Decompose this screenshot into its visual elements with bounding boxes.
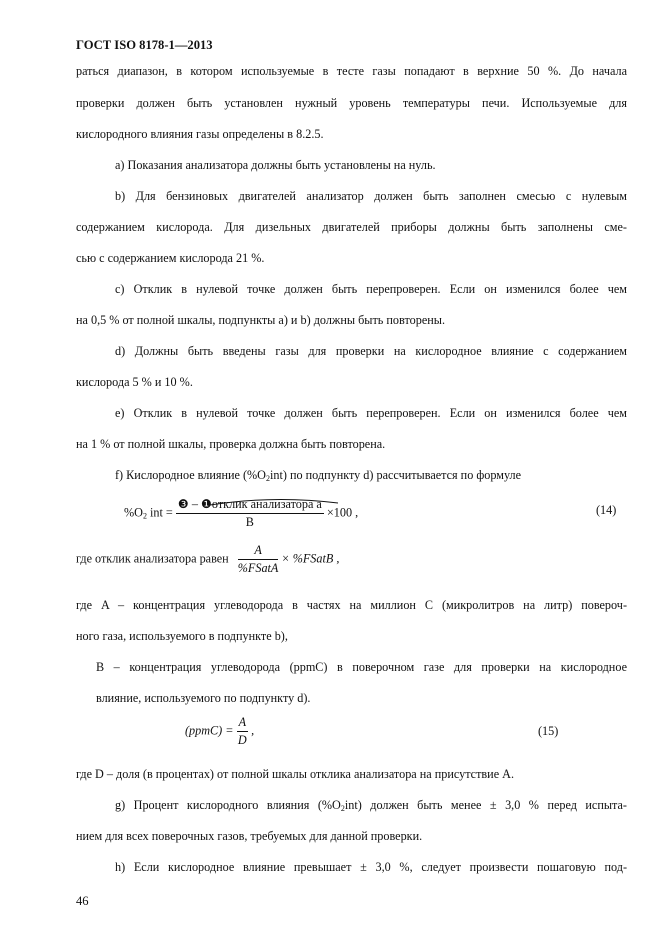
list-item-b: b) Для бензиновых двигателей анализатор должен быть заполнен смесью с нулевым xyxy=(115,189,627,203)
list-item-g: g) Процент кислородного влияния $(\%O_2int)$ должен быть менее ± 3,0 % перед испыта- xyxy=(115,798,627,813)
page-number: 46 xyxy=(76,894,89,908)
text-line: проверки должен быть установлен нужный уровень температуры печи. Используемые для xyxy=(76,96,627,110)
text-line: B – концентрация углеводорода (ppmC) в поверочном газе для проверки на кислородное xyxy=(96,660,627,674)
text-line: сью с содержанием кислорода 21 %. xyxy=(76,251,265,265)
formula-15-fraction: $\frac{A}{D}$ xyxy=(237,715,247,747)
text-line: влияние, используемого по подпункту d). xyxy=(96,691,311,705)
list-item-d: d) Должны быть введены газы для проверки на кислородное влияние с содержанием xyxy=(115,344,627,358)
where-response-line: где отклик анализатора равен $\frac{A}{\text{\%FSatA}}$ × %FSatB , xyxy=(76,543,340,575)
text-line: ратьcя диапазон, в котором используемые в тесте газы попадают в верхние 50 %. До начала xyxy=(76,64,627,78)
text-line: кислорода 5 % и 10 %. xyxy=(76,375,193,389)
text-line: кислородного влияния газы определены в 8.2.5. xyxy=(76,127,324,141)
text-line: ного газа, используемого в подпункте b), xyxy=(76,629,288,643)
text-line: нием для всех поверочных газов, требуемых для данной проверки. xyxy=(76,829,423,843)
list-item-f: f) Кислородное влияние $(\%O_2int)$ по подпункту d) рассчитывается по формуле xyxy=(115,468,522,483)
formula-14: $\%O_2$ int = $\frac{\text{❸ – ❶отклик анализатора а}}{B}$ ×100 , xyxy=(124,497,359,529)
formula-15: (ppmC) = $\frac{A}{D}$ , xyxy=(185,715,255,747)
text-line: где A – концентрация углеводорода в частях на миллион C (микролитров на литр) повероч- xyxy=(76,598,627,612)
text-line: содержанием кислорода. Для дизельных двигателей приборы должны быть заполнены сме- xyxy=(76,220,627,234)
document-header: ГОСТ ISO 8178-1—2013 xyxy=(76,38,213,52)
list-item-e: e) Отклик в нулевой точке должен быть перепроверен. Если он изменился более чем xyxy=(115,406,627,420)
text-line: на 0,5 % от полной шкалы, подпункты a) и b) должны быть повторены. xyxy=(76,313,445,327)
text-line: где D – доля (в процентах) от полной шкалы отклика анализатора на присутствие A. xyxy=(76,767,514,781)
formula-14-fraction: $\frac{\text{❸ – ❶отклик анализатора а}}{B}$ xyxy=(177,497,322,529)
equation-number-14: (14) xyxy=(596,503,617,517)
list-item-c: c) Отклик в нулевой точке должен быть перепроверен. Если он изменился более чем xyxy=(115,282,627,296)
text-line: на 1 % от полной шкалы, проверка должна быть повторена. xyxy=(76,437,386,451)
equation-number-15: (15) xyxy=(538,724,559,738)
list-item-a: a) Показания анализатора должны быть установлены на нуль. xyxy=(115,158,436,172)
list-item-h: h) Если кислородное влияние превышает ± 3,0 %, следует произвести пошаговую под- xyxy=(115,860,627,874)
response-fraction: $\frac{A}{\text{\%FSatA}}$ xyxy=(237,543,279,575)
